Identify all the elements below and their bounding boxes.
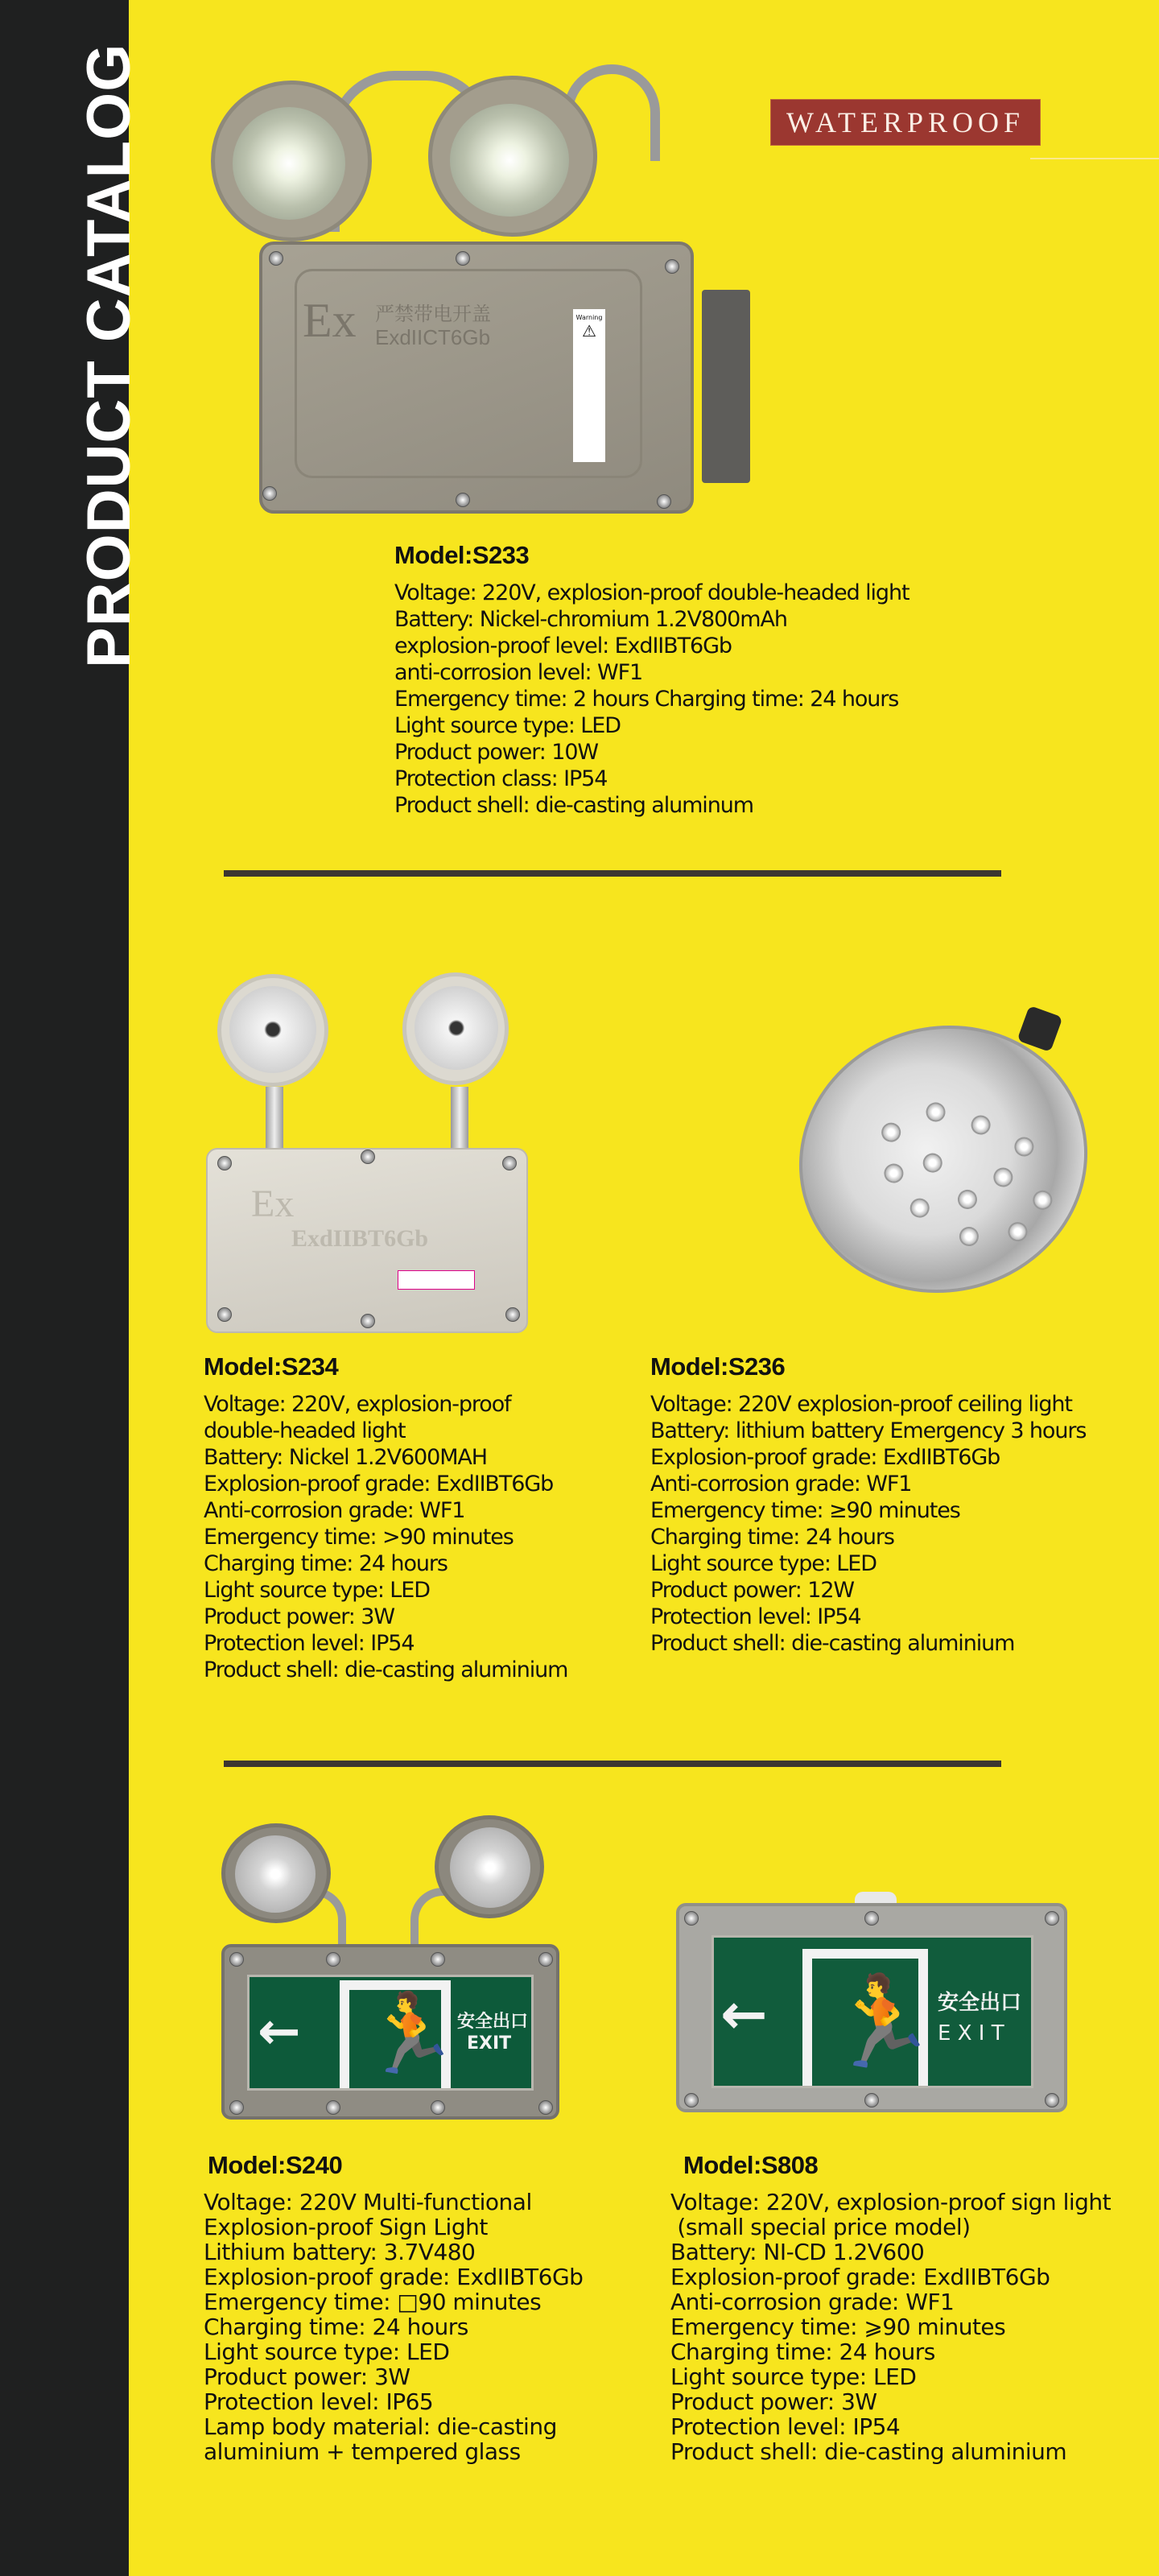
lamp-head-left [221, 1823, 331, 1923]
lamp-lens [415, 986, 498, 1070]
spec-item: Protection class: IP54 [394, 766, 608, 791]
ex-mark: Ex [251, 1183, 295, 1225]
lamp-lens [233, 107, 345, 220]
spec-item: Product power: 3W [204, 1604, 394, 1629]
catalog-title: PRODUCT CATALOG [75, 43, 143, 668]
bolt-icon [538, 1952, 553, 1967]
warning-label [573, 309, 605, 462]
bolt-icon [217, 1307, 232, 1322]
led-icon [969, 1113, 992, 1137]
led-icon [1031, 1188, 1054, 1212]
spec-item: Product power: 10W [394, 740, 599, 765]
bolt-icon [1045, 2093, 1059, 2107]
spec-item: Product power: 12W [650, 1578, 855, 1603]
lamp-housing [206, 1148, 528, 1333]
spec-item: Explosion-proof Sign Light [204, 2214, 488, 2240]
spec-item: Explosion-proof grade: ExdIIBT6Gb [670, 2264, 1050, 2290]
spec-item: Anti-corrosion grade: WF1 [204, 1498, 465, 1523]
led-icon [882, 1162, 905, 1185]
bolt-icon [326, 1952, 340, 1967]
indicator-label [398, 1270, 475, 1290]
spec-item: Voltage: 220V Multi-functional [204, 2189, 532, 2215]
running-man-icon: 🏃 [362, 1988, 459, 2079]
exit-cn-label: 安全出口 [457, 2012, 529, 2032]
bolt-icon [431, 2100, 445, 2115]
spec-item: Emergency time: >90 minutes [204, 1525, 514, 1550]
bolt-icon [326, 2100, 340, 2115]
running-man-icon: 🏃 [827, 1970, 937, 2073]
spec-item: Product power: 3W [670, 2388, 877, 2415]
exit-label: EXIT [467, 2033, 512, 2054]
spec-list [394, 580, 909, 819]
spec-item: Charging time: 24 hours [670, 2339, 935, 2365]
spec-item: Product power: 3W [204, 2363, 410, 2390]
badge-underline [1030, 158, 1159, 159]
bolt-icon [361, 1150, 375, 1164]
product-image-s234 [201, 966, 555, 1328]
bolt-icon [502, 1156, 517, 1170]
bolt-icon [229, 2100, 244, 2115]
led-icon [992, 1166, 1015, 1189]
spec-item: Explosion-proof grade: ExdIIBT6Gb [650, 1445, 1000, 1470]
warning-label-text: Warning [575, 314, 603, 321]
exit-sign-panel [247, 1975, 534, 2091]
bolt-icon [665, 259, 679, 274]
model-title: Model:S233 [394, 541, 530, 569]
arrow-left-icon: ← [720, 1981, 768, 2047]
spec-item: Battery: NI-CD 1.2V600 [670, 2239, 925, 2265]
bolt-icon [456, 251, 470, 266]
spec-item: Voltage: 220V, explosion-proof sign light [670, 2189, 1112, 2215]
mounting-bracket [702, 290, 750, 483]
lamp-lens [229, 986, 316, 1073]
spec-item: Explosion-proof grade: ExdIIBT6Gb [204, 2264, 584, 2290]
spec-item: Anti-corrosion grade: WF1 [670, 2289, 955, 2315]
bolt-icon [657, 494, 671, 509]
model-title: Model:S234 [204, 1352, 339, 1381]
lamp-stem [266, 1087, 283, 1151]
lamp-housing [259, 242, 694, 514]
spec-item: Product shell: die-casting aluminum [394, 793, 753, 818]
spec-item: Emergency time: □90 minutes [204, 2289, 542, 2315]
spec-item: Protection level: IP54 [204, 1631, 415, 1656]
spec-item: Light source type: LED [670, 2363, 917, 2390]
spec-item: Product shell: die-casting aluminium [670, 2438, 1067, 2465]
bolt-icon [864, 2093, 879, 2107]
spec-item: Voltage: 220V explosion-proof ceiling light [650, 1392, 1072, 1417]
bolt-icon [431, 1952, 445, 1967]
spec-item: Charging time: 24 hours [650, 1525, 894, 1550]
model-title: Model:S236 [650, 1352, 786, 1381]
spec-item: Voltage: 220V, explosion-proof [204, 1392, 511, 1417]
ex-mark: Ex [303, 294, 357, 347]
lamp-lens [235, 1835, 316, 1913]
product-image-s236 [789, 986, 1095, 1308]
spec-item: Charging time: 24 hours [204, 2314, 468, 2340]
bolt-icon [361, 1314, 375, 1328]
led-icon [1013, 1135, 1036, 1158]
spec-list [670, 2190, 1111, 2464]
spec-item: double-headed light [204, 1418, 406, 1443]
sign-housing [676, 1903, 1067, 2112]
spec-item: Product shell: die-casting aluminium [204, 1657, 568, 1682]
spec-item: Explosion-proof grade: ExdIIBT6Gb [204, 1472, 554, 1496]
bolt-icon [456, 493, 470, 507]
spec-item: Battery: lithium battery Emergency 3 hours [650, 1418, 1087, 1443]
spec-item: Emergency time: ≥90 minutes [650, 1498, 960, 1523]
exit-label: E X I T [938, 2021, 1004, 2046]
lamp-lens [450, 104, 569, 217]
cert-mark: ExdIIBT6Gb [291, 1225, 429, 1252]
bolt-icon [684, 2093, 699, 2107]
arrow-left-icon: ← [258, 2002, 301, 2062]
spec-item: Battery: Nickel 1.2V600MAH [204, 1445, 487, 1470]
exit-sign-panel [711, 1935, 1033, 2088]
spec-item: Anti-corrosion grade: WF1 [650, 1472, 912, 1496]
led-icon [879, 1121, 902, 1144]
spec-block-s234 [204, 1352, 567, 1683]
spec-item: Charging time: 24 hours [204, 1551, 448, 1576]
spec-item: Light source type: LED [394, 713, 621, 738]
spec-item: Emergency time: 2 hours Charging time: 24 hours [394, 687, 899, 712]
spec-item: Light source type: LED [204, 2339, 450, 2365]
lamp-head-right [402, 972, 509, 1085]
spec-item: (small special price model) [670, 2214, 971, 2240]
spec-item: anti-corrosion level: WF1 [394, 660, 643, 685]
spec-item: Protection level: IP54 [670, 2413, 901, 2440]
spec-item: Product shell: die-casting aluminium [650, 1631, 1015, 1656]
product-image-s808 [668, 1876, 1079, 2117]
lamp-lens [450, 1827, 530, 1908]
spec-list [650, 1391, 1086, 1657]
spec-item: Lithium battery: 3.7V480 [204, 2239, 476, 2265]
spec-item: Light source type: LED [650, 1551, 876, 1576]
model-title: Model:S240 [208, 2151, 343, 2179]
led-icon [921, 1151, 944, 1174]
spec-item: Light source type: LED [204, 1578, 430, 1603]
led-icon [955, 1187, 979, 1211]
exit-cn-label: 安全出口 [938, 1991, 1022, 2015]
spec-item: aluminium + tempered glass [204, 2438, 521, 2465]
lamp-head-right [428, 76, 597, 237]
lamp-head-right [435, 1815, 544, 1918]
bolt-icon [684, 1911, 699, 1926]
bolt-icon [505, 1307, 520, 1322]
bolt-icon [1045, 1911, 1059, 1926]
spec-list [204, 2190, 583, 2464]
spec-item: Emergency time: ⩾90 minutes [670, 2314, 1006, 2340]
warning-triangle-icon: ⚠ [582, 321, 596, 341]
lamp-head-left [211, 80, 372, 242]
section-divider [224, 870, 1001, 877]
lamp-stem [451, 1087, 468, 1151]
led-icon [957, 1224, 980, 1248]
ceiling-light-dome [769, 993, 1117, 1325]
spec-block-s233 [394, 541, 909, 819]
cert-mark: ExdIICT6Gb [375, 325, 491, 349]
spec-block-s240 [204, 2151, 583, 2464]
spec-item: Lamp body material: die-casting [204, 2413, 557, 2440]
product-image-s233 [209, 48, 773, 531]
spec-block-s236 [650, 1352, 1086, 1657]
section-divider [224, 1761, 1001, 1767]
waterproof-badge: WATERPROOF [770, 99, 1041, 146]
led-icon [908, 1196, 931, 1220]
sign-housing [221, 1944, 559, 2120]
spec-list [204, 1391, 567, 1683]
bolt-icon [864, 1911, 879, 1926]
bolt-icon [538, 2100, 553, 2115]
lamp-head-left [217, 974, 328, 1087]
led-icon [1006, 1220, 1029, 1243]
spec-item: Protection level: IP65 [204, 2388, 434, 2415]
spec-item: explosion-proof level: ExdIIBT6Gb [394, 634, 732, 658]
product-image-s240 [197, 1791, 584, 2129]
cn-mark: 严禁带电开盖 [375, 303, 491, 325]
bolt-icon [269, 251, 283, 266]
sidebar [0, 0, 143, 2576]
spec-block-s808 [670, 2151, 1111, 2464]
spec-item: Battery: Nickel-chromium 1.2V800mAh [394, 607, 787, 632]
led-icon [924, 1100, 947, 1124]
bolt-icon [229, 1952, 244, 1967]
bolt-icon [217, 1156, 232, 1170]
spec-item: Voltage: 220V, explosion-proof double-headed light [394, 580, 909, 605]
model-title: Model:S808 [683, 2151, 819, 2179]
bolt-icon [262, 486, 277, 501]
spec-item: Protection level: IP54 [650, 1604, 861, 1629]
